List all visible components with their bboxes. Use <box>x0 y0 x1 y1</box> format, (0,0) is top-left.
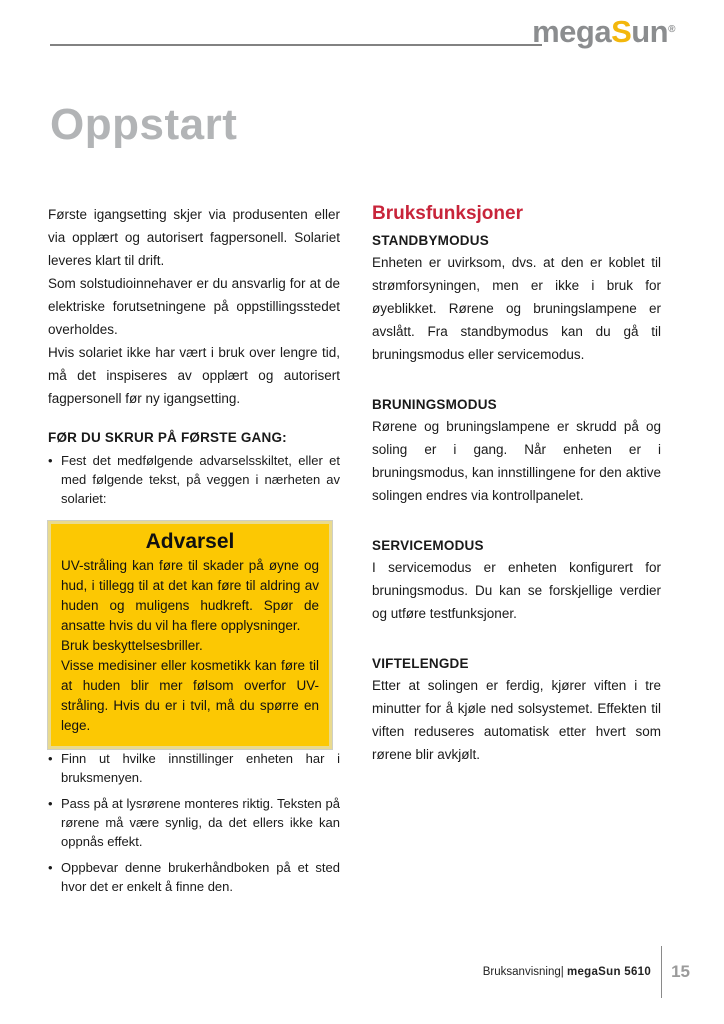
logo-text-post: un <box>631 14 669 49</box>
section-fan <box>372 656 661 766</box>
owner-responsibility-paragraph: Som solstudioinnehaver er du ansvarlig for at de elektriske forutsetningene på oppstillingsstedet overholdes. <box>48 276 340 337</box>
intro-paragraph: Første igangsetting skjer via produsenten eller via opplært og autorisert fagpersonell. Solariet leveres klart til drift. <box>48 207 340 268</box>
section-body: I servicemodus er enheten konfigurert for bruningsmodus. Du kan se forskjellige verdier og utføre testfunksjoner. <box>372 560 661 621</box>
section-standby <box>372 233 661 366</box>
list-item: • Finn ut hvilke innstillinger enheten har i bruksmenyen. <box>48 749 340 787</box>
logo-accent-letter: S <box>611 14 632 49</box>
functions-heading: Bruksfunksjoner <box>372 203 523 224</box>
registered-trademark-icon: ® <box>668 24 675 35</box>
section-body: Rørene og bruningslampene er skrudd på og soling er i gang. Når enheten er i bruningsmodus, kan innstillingene for den aktive solingen endres via kontrollpanelet. <box>372 419 661 503</box>
list-item: • Fest det medfølgende advarselsskiltet, eller et med følgende tekst, på veggen i nærheten av solariet: <box>48 451 340 508</box>
warning-box <box>48 521 332 749</box>
list-item: • Pass på at lysrørene monteres riktig. Teksten på rørene må være synlig, da det ellers ikke kan oppnås effekt. <box>48 794 340 851</box>
lead-bullet-list <box>48 451 340 508</box>
right-column <box>372 203 661 766</box>
section-title: STANDBYMODUS <box>372 233 489 248</box>
page-title: Oppstart <box>50 100 238 149</box>
footer-divider <box>661 946 662 998</box>
section-body: Enheten er uvirksom, dvs. at den er koblet til strømforsyningen, men er ikke i bruk for øyeblikket. Rørene og bruningslampene er avslått. Fra standbymodus kan du gå til bruningsmodus eller servicemodus. <box>372 255 661 362</box>
checklist-bullet-list <box>48 749 340 896</box>
section-tanning <box>372 397 661 507</box>
footer-doc-type: Bruksanvisning| <box>482 966 567 978</box>
megasun-logo <box>532 16 675 48</box>
warning-paragraph-uv: UV-stråling kan føre til skader på øyne og hud, i tillegg til at det kan føre til aldring av huden og muligens hudkreft. Spør de ansatte hvis du vil ha flere opplysninger. <box>61 558 319 633</box>
page-number: 15 <box>671 962 690 981</box>
left-column <box>48 203 340 903</box>
section-title: SERVICEMODUS <box>372 538 484 553</box>
section-title: VIFTELENGDE <box>372 656 469 671</box>
list-item: • Oppbevar denne brukerhåndboken på et sted hvor det er enkelt å finne den. <box>48 858 340 896</box>
warning-title: Advarsel <box>145 530 235 553</box>
footer-product-name: megaSun 5610 <box>566 966 652 978</box>
logo-text-pre: mega <box>532 14 612 49</box>
page-footer <box>483 946 690 998</box>
section-title: BRUNINGSMODUS <box>372 397 497 412</box>
inspection-paragraph: Hvis solariet ikke har vært i bruk over lengre tid, må det inspiseres av opplært og autorisert fagpersonell før ny igangsetting. <box>48 345 340 406</box>
section-body: Etter at solingen er ferdig, kjører viften i tre minutter for å kjøle ned solsystemet. Effekten til viften reduseres automatisk etter hvert som rørene blir avkjølt. <box>372 678 661 762</box>
header-rule <box>50 44 542 46</box>
warning-paragraph-medication: Visse medisiner eller kosmetikk kan føre til at huden blir mer følsom overfor UV-stråling. Hvis du er i tvil, må du spørre en lege. <box>61 658 319 733</box>
first-start-heading: FØR DU SKRUR PÅ FØRSTE GANG: <box>48 430 287 445</box>
warning-paragraph-goggles: Bruk beskyttelsesbriller. <box>61 638 203 653</box>
footer-doc-label <box>483 966 651 978</box>
section-service <box>372 538 661 625</box>
